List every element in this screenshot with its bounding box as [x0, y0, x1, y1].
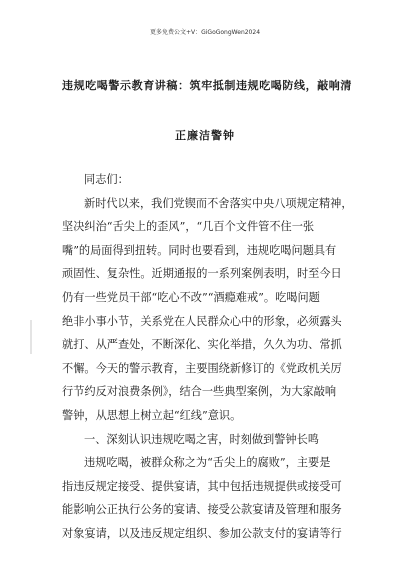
- section-heading: 一、深刻认识违规吃喝之害，时刻做到警钟长鸣: [84, 432, 319, 446]
- header-note: 更多免费公文+V：GiGoGongWen2024: [149, 29, 261, 36]
- document-body: [62, 168, 354, 546]
- body-line: 仍有一些党员干部“吃心不改”“酒瘾难戒”。吃喝问题: [62, 290, 320, 304]
- body-line: 不懈。今天的警示教育，主要围绕新修订的《党政机关厉: [62, 361, 342, 375]
- body-line: 就打、从严查处，不断深化、实化举措，久久为功、常抓: [62, 338, 342, 352]
- body-line: 坚决纠治“舌尖上的歪风”，“几百个文件管不住一张: [62, 220, 315, 234]
- body-line: 绝非小事小节，关系党在人民群众心中的形象，必须露头: [62, 314, 342, 328]
- body-line: 新时代以来，我们党锲而不舍落实中央八项规定精神，: [84, 196, 353, 210]
- body-line: 顽固性、复杂性。近期通报的一系列案例表明，时至今日: [62, 267, 342, 281]
- salutation: 同志们：: [84, 173, 129, 186]
- body-line: 嘴”的局面得到扭转。同时也要看到，违规吃喝问题具有: [62, 243, 337, 257]
- body-line: 警钟，从思想上树立起“红线”意识。: [62, 408, 242, 422]
- margin-mark: [30, 320, 32, 354]
- body-line: 对象宴请，以及违反规定组织、参加公款支付的宴请等行: [62, 526, 342, 540]
- document-title: 违规吃喝警示教育讲稿：筑牢抵制违规吃喝防线，敲响清: [62, 79, 352, 92]
- body-line: 能影响公正执行公务的宴请、接受公款宴请及管理和服务: [62, 503, 342, 517]
- document-title-continued: 正廉洁警钟: [175, 129, 235, 142]
- body-line: 违规吃喝，被群众称之为“舌尖上的腐败”，主要是: [84, 456, 331, 470]
- body-line: 指违反规定接受、提供宴请，其中包括违规提供或接受可: [62, 479, 342, 493]
- body-line: 行节约反对浪费条例》，结合一些典型案例，为大家敲响: [62, 385, 337, 399]
